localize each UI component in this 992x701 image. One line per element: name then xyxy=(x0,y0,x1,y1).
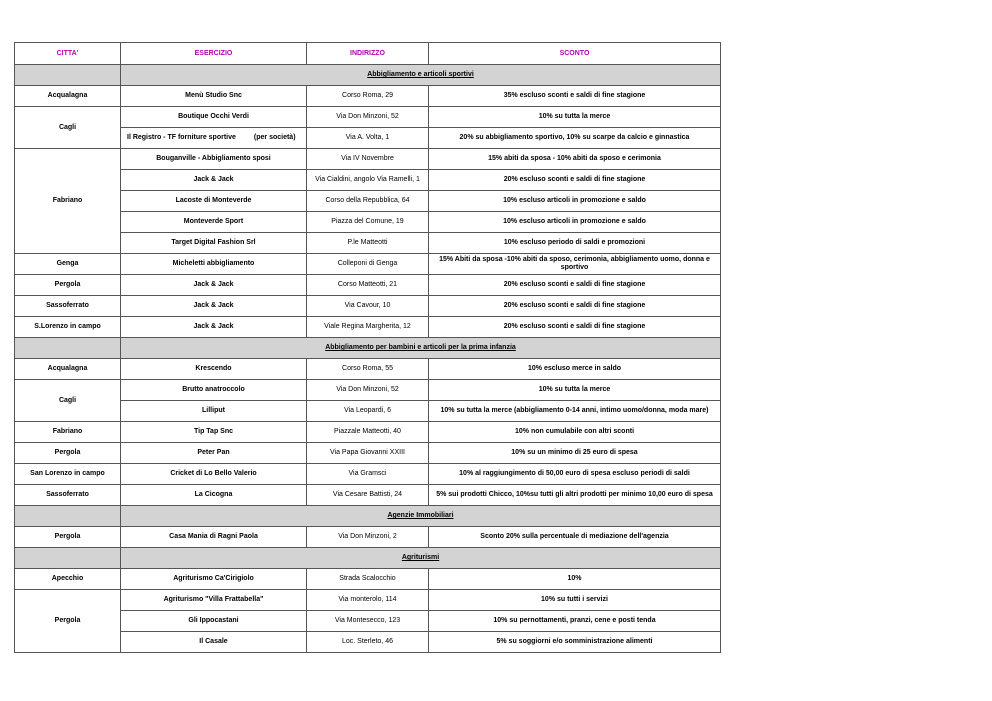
table-row xyxy=(15,527,721,548)
city-cell: San Lorenzo in campo xyxy=(15,464,121,485)
section-row-estate xyxy=(15,506,721,527)
city-cell: Acqualagna xyxy=(15,359,121,380)
shop-cell: Bouganville - Abbigliamento sposi xyxy=(121,149,307,170)
discount-cell: 20% escluso sconti e saldi di fine stagione xyxy=(429,170,721,191)
shop-cell: Cricket di Lo Bello Valerio xyxy=(121,464,307,485)
address-cell: Via Papa Giovanni XXIII xyxy=(307,443,429,464)
address-cell: Via Don Minzoni, 52 xyxy=(307,380,429,401)
section-row-farm xyxy=(15,548,721,569)
shop-cell: Lilliput xyxy=(121,401,307,422)
address-cell: Corso della Repubblica, 64 xyxy=(307,191,429,212)
city-cell: Pergola xyxy=(15,527,121,548)
shop-cell: Jack & Jack xyxy=(121,275,307,296)
city-cell: Pergola xyxy=(15,443,121,464)
address-cell: Corso Roma, 55 xyxy=(307,359,429,380)
table-row xyxy=(15,191,721,212)
address-cell: Via monterolo, 114 xyxy=(307,590,429,611)
section-title: Abbigliamento per bambini e articoli per la prima infanzia xyxy=(121,338,721,359)
city-cell: Pergola xyxy=(15,275,121,296)
table-row xyxy=(15,464,721,485)
section-title: Agriturismi xyxy=(121,548,721,569)
discount-table xyxy=(14,42,721,653)
discount-cell: 10% su tutta la merce xyxy=(429,107,721,128)
section-row-clothing xyxy=(15,65,721,86)
address-cell: Via Leopardi, 6 xyxy=(307,401,429,422)
address-cell: Via Don Minzoni, 2 xyxy=(307,527,429,548)
discount-cell: 10% al raggiungimento di 50,00 euro di spesa escluso periodi di saldi xyxy=(429,464,721,485)
city-cell: Cagli xyxy=(15,380,121,422)
table-row xyxy=(15,569,721,590)
header-address: INDIRIZZO xyxy=(307,43,429,65)
shop-note: (per società) xyxy=(253,134,296,141)
shop-cell: La Cicogna xyxy=(121,485,307,506)
discount-cell: 10% su tutta la merce xyxy=(429,380,721,401)
address-cell: Via Cavour, 10 xyxy=(307,296,429,317)
shop-cell: Peter Pan xyxy=(121,443,307,464)
shop-cell: Monteverde Sport xyxy=(121,212,307,233)
address-cell: Corso Matteotti, 21 xyxy=(307,275,429,296)
discount-cell: 20% escluso sconti e saldi di fine stagione xyxy=(429,296,721,317)
table-row xyxy=(15,485,721,506)
shop-cell: Menù Studio Snc xyxy=(121,86,307,107)
address-cell: Via IV Novembre xyxy=(307,149,429,170)
table-row xyxy=(15,443,721,464)
table-row xyxy=(15,317,721,338)
header-city: CITTA' xyxy=(15,43,121,65)
discount-cell: 10% escluso periodo di saldi e promozioni xyxy=(429,233,721,254)
discount-cell: 10% xyxy=(429,569,721,590)
discount-cell: 20% escluso sconti e saldi di fine stagione xyxy=(429,275,721,296)
shop-cell: Jack & Jack xyxy=(121,296,307,317)
city-cell: Pergola xyxy=(15,590,121,653)
shop-cell: Agriturismo "Villa Frattabella" xyxy=(121,590,307,611)
address-cell: Strada Scalocchio xyxy=(307,569,429,590)
discount-cell: 15% Abiti da sposa -10% abiti da sposo, cerimonia, abbigliamento uomo, donna e sportivo xyxy=(429,254,721,275)
table-row xyxy=(15,212,721,233)
address-cell: Via A. Volta, 1 xyxy=(307,128,429,149)
table-row xyxy=(15,422,721,443)
discount-cell: 20% su abbigliamento sportivo, 10% su scarpe da calcio e ginnastica xyxy=(429,128,721,149)
section-title: Abbigliamento e articoli sportivi xyxy=(121,65,721,86)
table-row xyxy=(15,590,721,611)
city-cell: Apecchio xyxy=(15,569,121,590)
table-row xyxy=(15,128,721,149)
discount-cell: 10% su un minimo di 25 euro di spesa xyxy=(429,443,721,464)
address-cell: Piazza del Comune, 19 xyxy=(307,212,429,233)
table-row xyxy=(15,275,721,296)
shop-cell: Jack & Jack xyxy=(121,170,307,191)
discount-cell: 15% abiti da sposa - 10% abiti da sposo e cerimonia xyxy=(429,149,721,170)
address-cell: Via Gramsci xyxy=(307,464,429,485)
table-row xyxy=(15,86,721,107)
address-cell: Via Don Minzoni, 52 xyxy=(307,107,429,128)
table-row xyxy=(15,611,721,632)
table-row xyxy=(15,632,721,653)
shop-cell: Brutto anatroccolo xyxy=(121,380,307,401)
section-row-kids xyxy=(15,338,721,359)
table-row xyxy=(15,254,721,275)
table-row xyxy=(15,380,721,401)
discount-cell: 10% su tutta la merce (abbigliamento 0-14 anni, intimo uomo/donna, moda mare) xyxy=(429,401,721,422)
shop-cell: Krescendo xyxy=(121,359,307,380)
header-shop: ESERCIZIO xyxy=(121,43,307,65)
shop-cell: Micheletti abbigliamento xyxy=(121,254,307,275)
address-cell: Piazzale Matteotti, 40 xyxy=(307,422,429,443)
shop-cell: Casa Mania di Ragni Paola xyxy=(121,527,307,548)
table-row xyxy=(15,359,721,380)
city-cell: S.Lorenzo in campo xyxy=(15,317,121,338)
table-row xyxy=(15,107,721,128)
table-row xyxy=(15,170,721,191)
discount-cell: 5% su soggiorni e/o somministrazione alimenti xyxy=(429,632,721,653)
shop-cell: Lacoste di Monteverde xyxy=(121,191,307,212)
discount-cell: 10% su tutti i servizi xyxy=(429,590,721,611)
table-row xyxy=(15,401,721,422)
city-cell: Sassoferrato xyxy=(15,296,121,317)
table-row xyxy=(15,233,721,254)
shop-cell: Gli Ippocastani xyxy=(121,611,307,632)
address-cell: Viale Regina Margherita, 12 xyxy=(307,317,429,338)
discount-cell: Sconto 20% sulla percentuale di mediazione dell'agenzia xyxy=(429,527,721,548)
shop-cell: Boutique Occhi Verdi xyxy=(121,107,307,128)
city-cell: Genga xyxy=(15,254,121,275)
address-cell: Colleponi di Genga xyxy=(307,254,429,275)
shop-cell: Agriturismo Ca'Cirigiolo xyxy=(121,569,307,590)
discount-cell: 10% escluso merce in saldo xyxy=(429,359,721,380)
table-row xyxy=(15,149,721,170)
address-cell: P.le Matteotti xyxy=(307,233,429,254)
shop-cell: Jack & Jack xyxy=(121,317,307,338)
city-cell: Sassoferrato xyxy=(15,485,121,506)
section-title: Agenzie Immobiliari xyxy=(121,506,721,527)
shop-cell: Il Casale xyxy=(121,632,307,653)
address-cell: Loc. Sterleto, 46 xyxy=(307,632,429,653)
header-discount: SCONTO xyxy=(429,43,721,65)
city-cell: Cagli xyxy=(15,107,121,149)
discount-cell: 5% sui prodotti Chicco, 10%su tutti gli altri prodotti per minimo 10,00 euro di spesa xyxy=(429,485,721,506)
shop-cell xyxy=(121,128,307,149)
discount-cell: 20% escluso sconti e saldi di fine stagione xyxy=(429,317,721,338)
shop-cell: Tip Tap Snc xyxy=(121,422,307,443)
address-cell: Via Cialdini, angolo Via Ramelli, 1 xyxy=(307,170,429,191)
city-cell: Fabriano xyxy=(15,149,121,254)
shop-name: Il Registro - TF forniture sportive xyxy=(127,134,236,141)
header-row xyxy=(15,43,721,65)
shop-cell: Target Digital Fashion Srl xyxy=(121,233,307,254)
city-cell: Fabriano xyxy=(15,422,121,443)
city-cell: Acqualagna xyxy=(15,86,121,107)
table-row xyxy=(15,296,721,317)
discount-cell: 35% escluso sconti e saldi di fine stagione xyxy=(429,86,721,107)
discount-cell: 10% escluso articoli in promozione e saldo xyxy=(429,191,721,212)
address-cell: Corso Roma, 29 xyxy=(307,86,429,107)
discount-cell: 10% non cumulabile con altri sconti xyxy=(429,422,721,443)
address-cell: Via Cesare Battisti, 24 xyxy=(307,485,429,506)
discount-cell: 10% escluso articoli in promozione e saldo xyxy=(429,212,721,233)
discount-cell: 10% su pernottamenti, pranzi, cene e posti tenda xyxy=(429,611,721,632)
address-cell: Via Montesecco, 123 xyxy=(307,611,429,632)
